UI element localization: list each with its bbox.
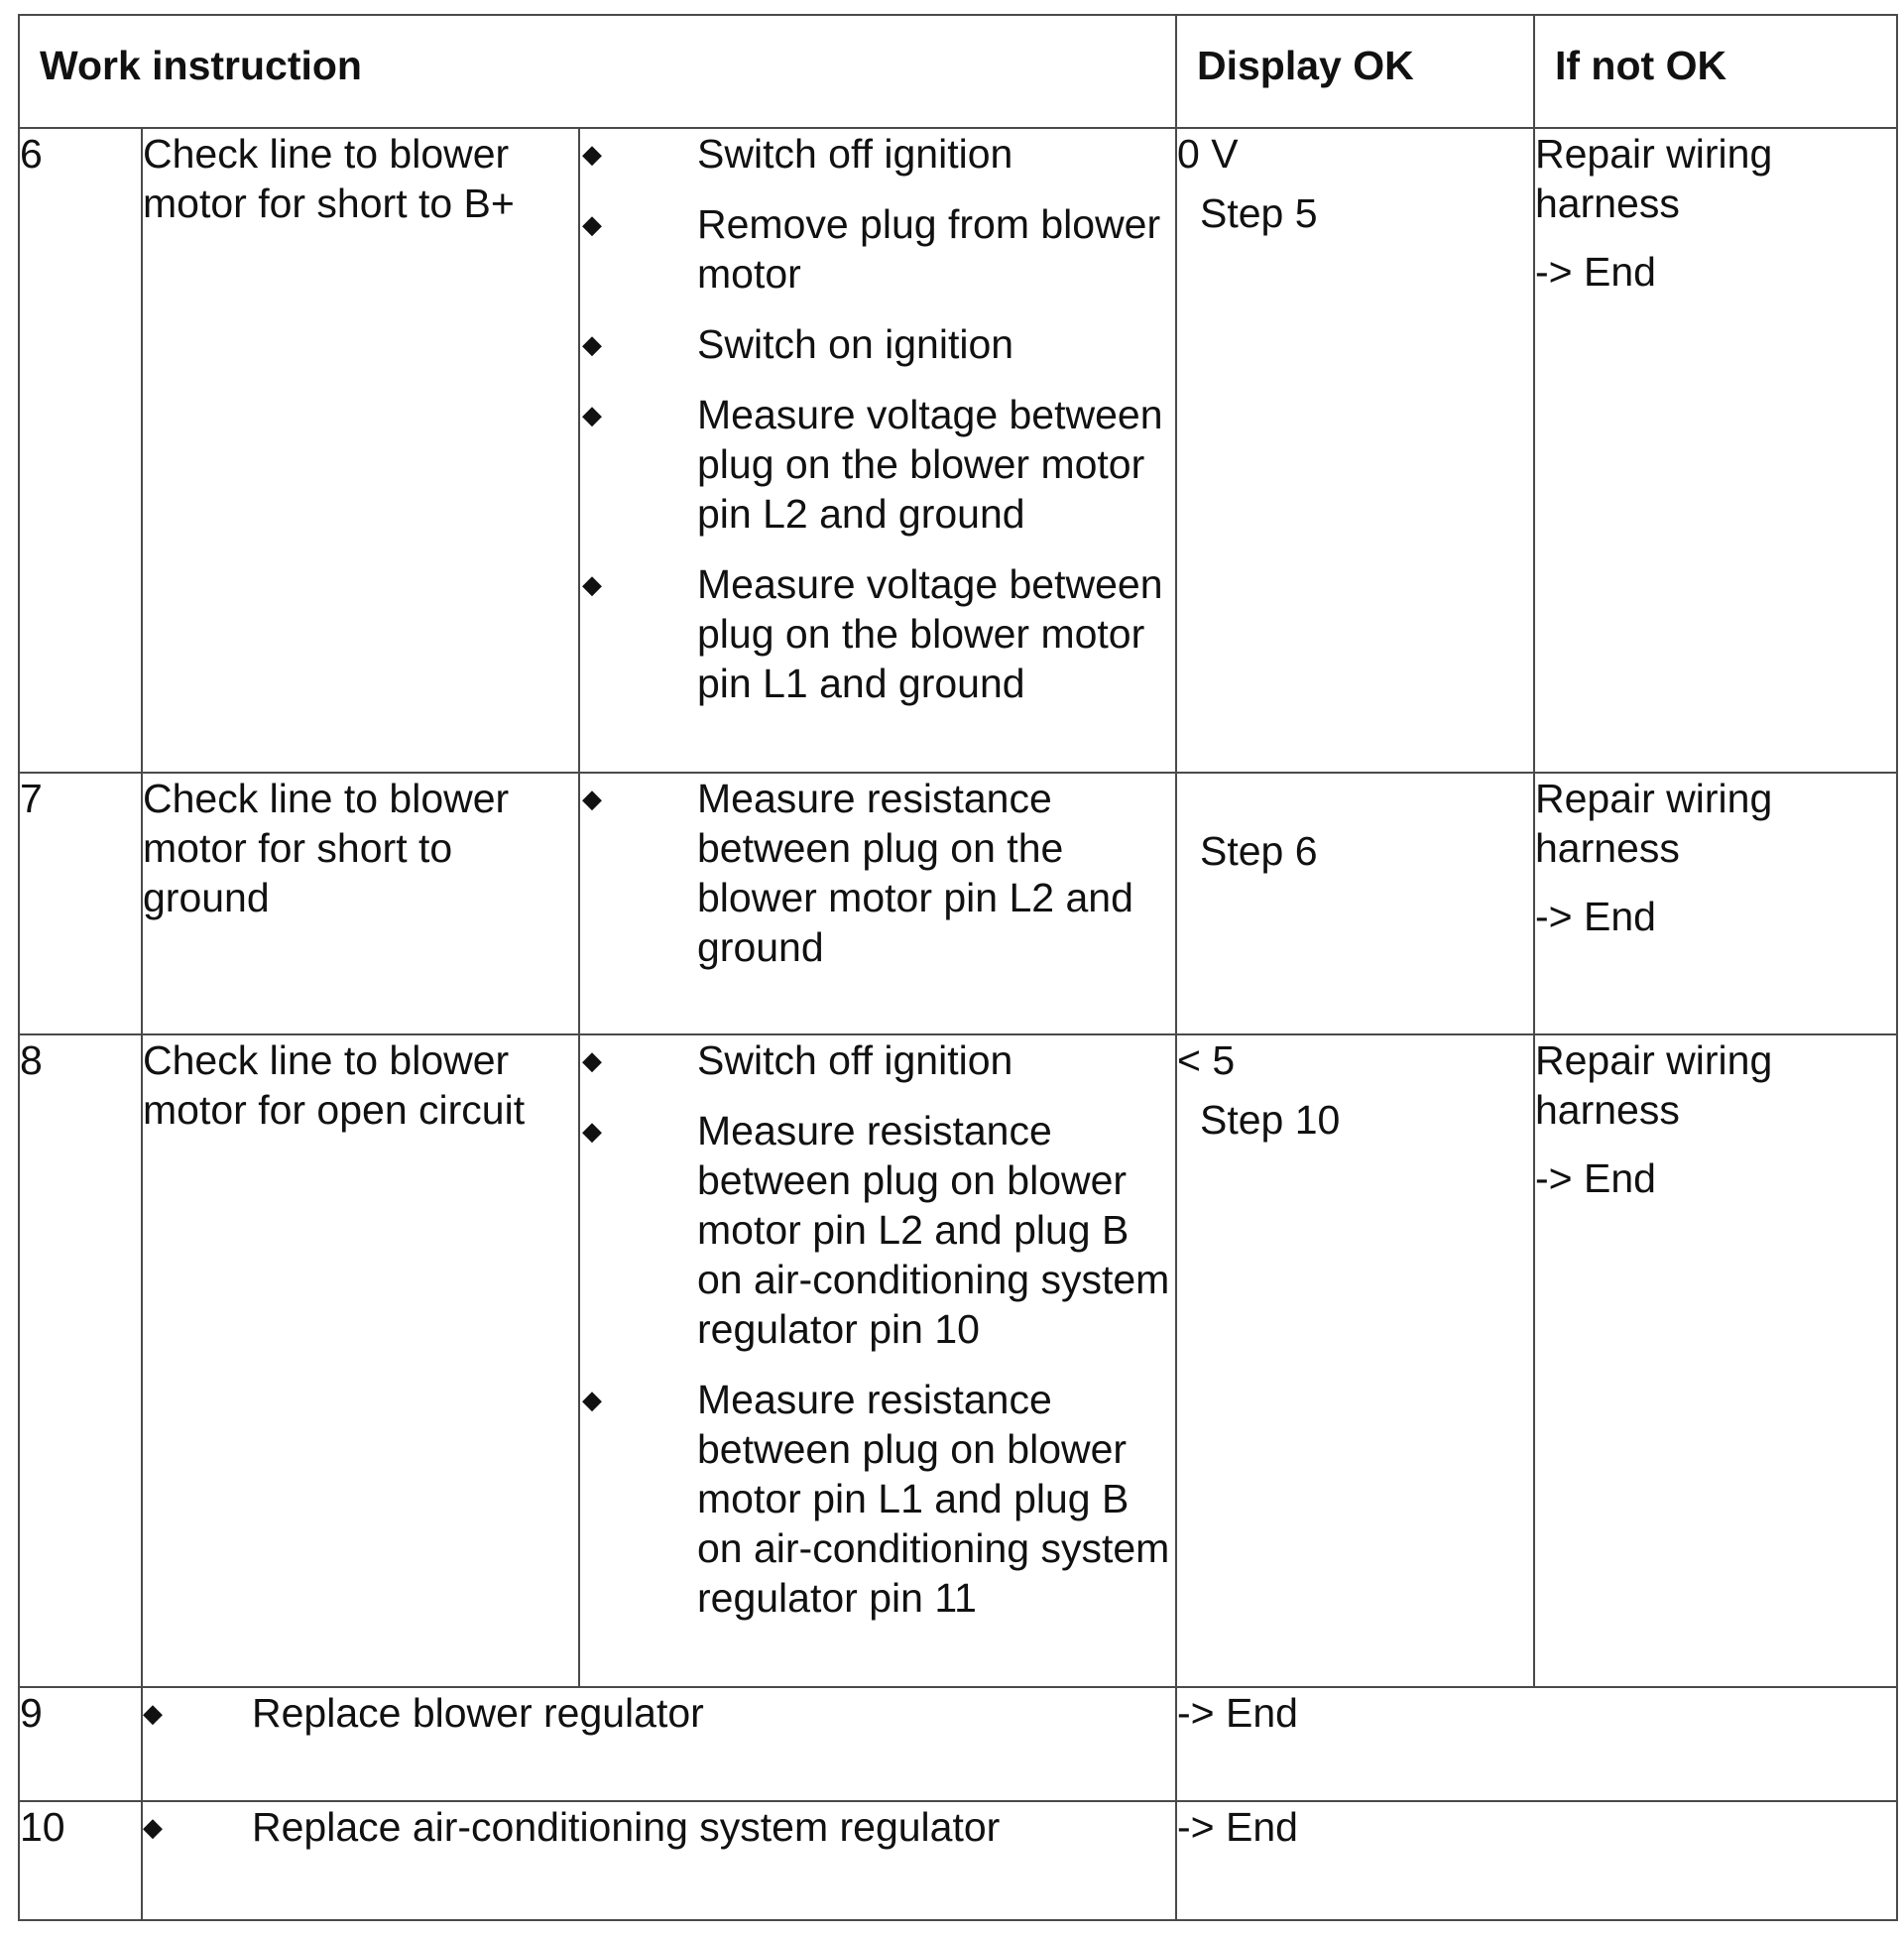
step-number: 9 [19,1687,142,1801]
display-next-step: Step 5 [1200,190,1318,236]
step-action-cell [142,1687,1176,1801]
action-text: Switch off ignition [697,1037,1013,1083]
header-if-not-ok: If not OK [1534,15,1897,128]
result-cell: -> End [1176,1687,1897,1801]
display-value: < 5 [1177,1037,1236,1083]
diamond-bullet-icon: ◆ [143,1698,163,1728]
table-row-step-10 [19,1801,1897,1920]
action-text: Measure resistance between plug on blower motor pin L2 and plug B on air-conditioning system regulator pin 10 [697,1108,1170,1352]
header-display-ok: Display OK [1176,15,1534,128]
diamond-bullet-icon: ◆ [582,1385,602,1414]
result-cell: -> End [1176,1801,1897,1920]
not-ok-next: -> End [1535,1155,1656,1201]
not-ok-next: -> End [1535,249,1656,295]
step-number: 6 [19,128,142,773]
not-ok-next: -> End [1535,894,1656,939]
step-number: 10 [19,1801,142,1920]
action-text: Measure voltage between plug on the blower motor pin L2 and ground [697,392,1163,537]
diamond-bullet-icon: ◆ [582,209,602,239]
display-next-step: Step 6 [1200,828,1318,874]
display-ok-cell [1176,1034,1534,1687]
display-value: 0 V [1177,131,1239,177]
not-ok-action: Repair wiring harness [1535,776,1773,871]
if-not-ok-cell [1534,1034,1897,1687]
if-not-ok-cell [1534,773,1897,1034]
diamond-bullet-icon: ◆ [582,569,602,599]
not-ok-action: Repair wiring harness [1535,1037,1773,1133]
diamond-bullet-icon: ◆ [582,329,602,359]
action-text: Switch off ignition [697,131,1013,177]
step-actions [579,773,1176,1034]
work-instruction-table [18,14,1898,1921]
if-not-ok-cell [1534,128,1897,773]
display-ok-cell [1176,128,1534,773]
action-item [580,774,1175,972]
header-work-instruction: Work instruction [19,15,1176,128]
table-row-step-9 [19,1687,1897,1801]
action-item [580,559,1175,708]
diamond-bullet-icon: ◆ [582,139,602,169]
step-number: 8 [19,1034,142,1687]
display-ok-cell [1176,773,1534,1034]
step-actions [579,1034,1176,1687]
action-item [580,129,1175,179]
table-row-step-8 [19,1034,1897,1687]
diamond-bullet-icon: ◆ [143,1812,163,1842]
action-item [580,1035,1175,1085]
not-ok-action: Repair wiring harness [1535,131,1773,226]
action-item [580,199,1175,299]
action-text: Measure resistance between plug on blower motor pin L1 and plug B on air-conditioning system regulator pin 11 [697,1377,1170,1621]
action-text: Measure resistance between plug on the blower motor pin L2 and ground [697,776,1133,970]
display-next-step: Step 10 [1200,1097,1341,1143]
step-actions [579,128,1176,773]
diamond-bullet-icon: ◆ [582,1045,602,1075]
action-text: Switch on ignition [697,321,1014,367]
diamond-bullet-icon: ◆ [582,400,602,429]
header-row [19,15,1897,128]
action-item [580,1106,1175,1354]
action-text: Replace air-conditioning system regulator [252,1804,1001,1850]
table-row-step-7 [19,773,1897,1034]
action-item [580,319,1175,369]
step-number: 7 [19,773,142,1034]
step-description: Check line to blower motor for short to ground [142,773,579,1034]
action-text: Measure voltage between plug on the blower motor pin L1 and ground [697,561,1163,706]
diamond-bullet-icon: ◆ [582,784,602,813]
step-description: Check line to blower motor for open circuit [142,1034,579,1687]
action-text: Remove plug from blower motor [697,201,1161,297]
diamond-bullet-icon: ◆ [582,1116,602,1146]
table-row-step-6 [19,128,1897,773]
action-text: Replace blower regulator [252,1690,704,1736]
step-description: Check line to blower motor for short to B+ [142,128,579,773]
step-action-cell [142,1801,1176,1920]
action-item [580,1375,1175,1623]
action-item [580,390,1175,539]
